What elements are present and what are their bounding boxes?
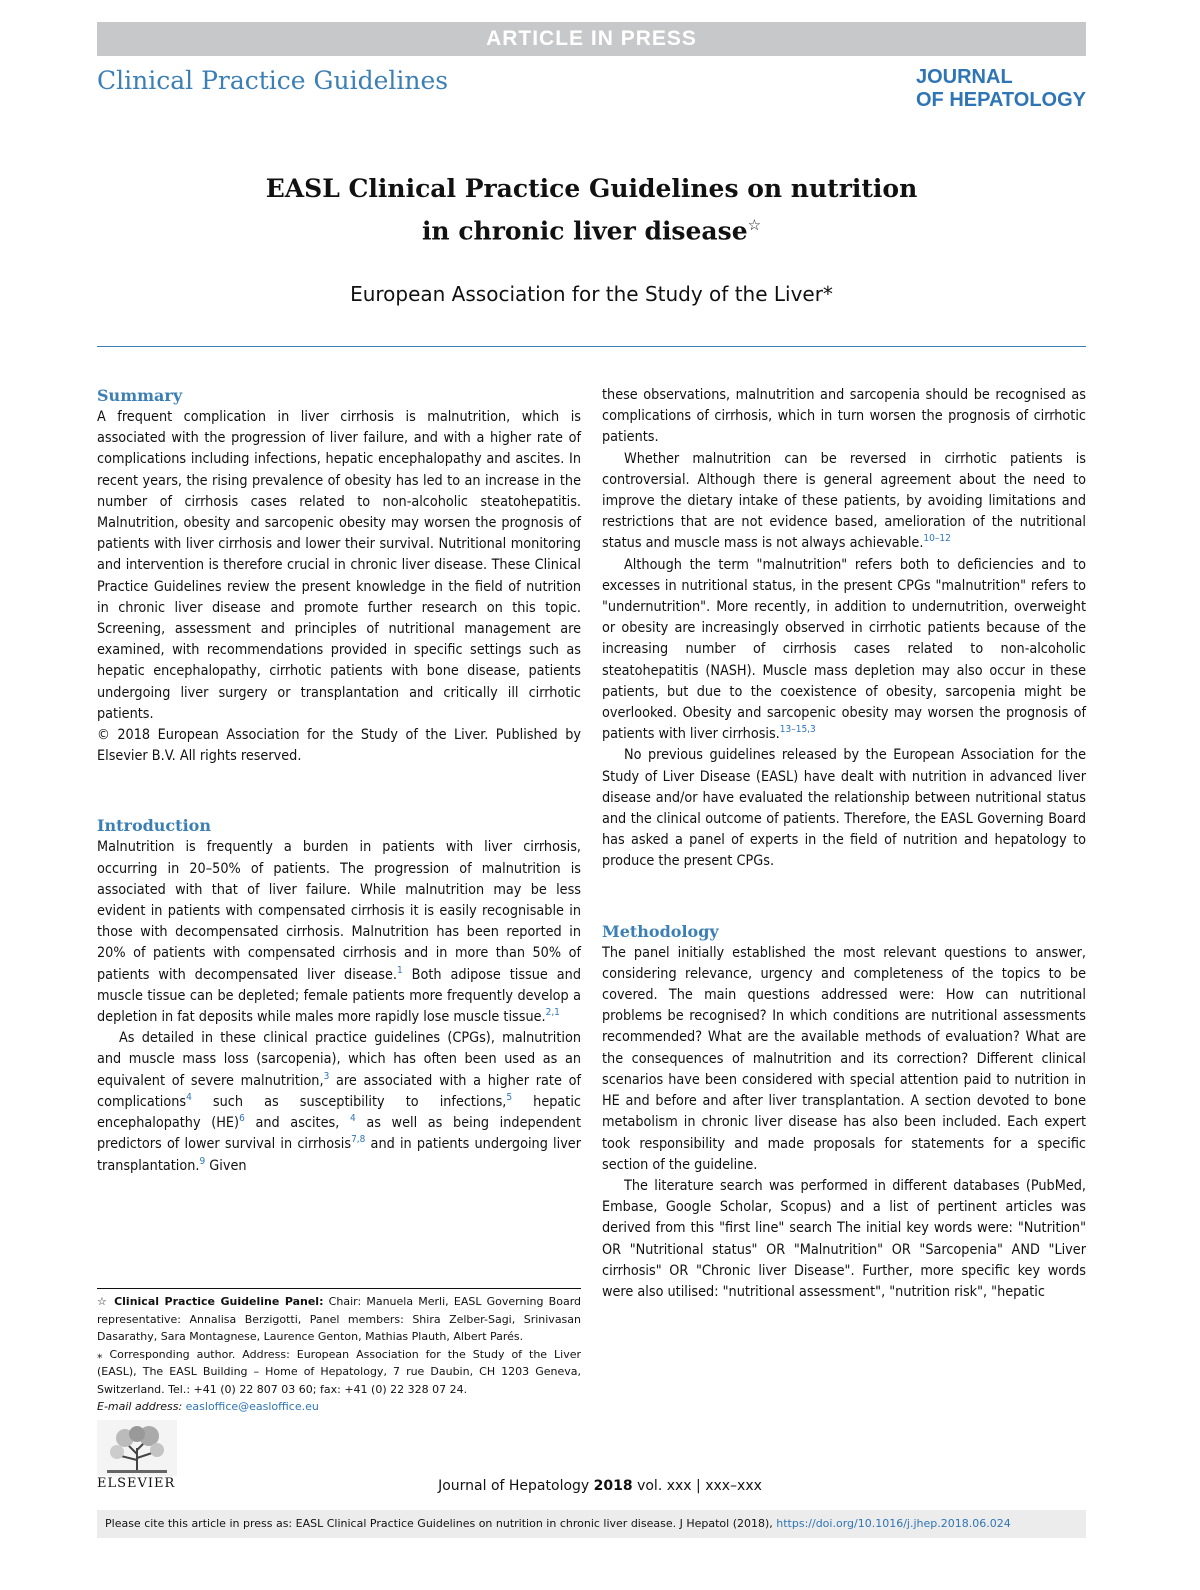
- journal-logo-line1: JOURNAL: [915, 66, 1013, 88]
- reference-link[interactable]: 13–15,3: [779, 724, 816, 736]
- summary-text: A frequent complication in liver cirrhosis is malnutrition, which is associated with the progression of liver failure, and with a higher rate of complications including infections, hepatic encephalopathy and ascites. In recent years, the rising prevalence of obesity has led to an increase in the number of cirrhosis cases related to non-alcoholic steatohepatitis. Malnutrition, obesity and sarcopenic obesity may worsen the prognosis of patients with liver cirrhosis and lower their survival. Nutritional monitoring and intervention is therefore crucial in chronic liver disease. These Clinical Practice Guidelines review the present knowledge in the field of nutrition in chronic liver disease and promote further research on this topic. Screening, assessment and principles of nutritional management are examined, with recommendations provided in specific settings such as hepatic encephalopathy, cirrhotic patients with bone disease, patients undergoing liver surgery or transplantation and critically ill cirrhotic patients.: [97, 409, 581, 722]
- summary-heading: Summary: [97, 386, 183, 405]
- right-column: [602, 385, 1086, 1303]
- reference-link[interactable]: 3: [323, 1070, 330, 1082]
- footnotes: [97, 1288, 581, 1416]
- article-author: European Association for the Study of the Liver*: [350, 282, 833, 306]
- right-p1-text: Whether malnutrition can be reversed in cirrhotic patients is controversial. Although there is general agreement about the need to improve the dietary intake of these patients, by avoiding limitations and restrictions that are not evidence based, amelioration of the nutritional status and muscle mass is not always achievable.: [602, 450, 1086, 552]
- intro-p2-text-c: such as susceptibility to infections,: [191, 1093, 507, 1110]
- footnote-email: [97, 1398, 581, 1416]
- citation-year: 2018: [593, 1478, 633, 1494]
- citation-volume: vol. xxx | xxx–xxx: [637, 1478, 762, 1494]
- methodology-paragraph-2: The literature search was performed in different databases (PubMed, Embase, Google Scholar, Scopus) and a list of pertinent articles was derived from this "first line" search The initial key words were: "Nutrition" OR "Nutritional status" OR "Malnutrition" OR "Sarcopenia" AND "Liver cirrhosis" OR "Chronic liver Disease". Further, more specific key words were also utilised: "nutritional assessment", "nutrition risk", "hepatic: [602, 1177, 1086, 1300]
- reference-link[interactable]: 2,1: [545, 1007, 560, 1019]
- article-title: [97, 170, 1086, 249]
- methodology-paragraph-1: The panel initially established the most relevant questions to answer, considering relevance, urgency and completeness of the topics to be covered. The main questions addressed were: How can nutritional problems be recognised? In which conditions are nutritional assessments recommended? What are the available methods of evaluation? What are the consequences of malnutrition and its correction? Different clinical scenarios have been considered with special attention paid to nutrition in HE and before and after liver transplantation. A section devoted to bone metabolism in chronic liver disease has also been included. Each expert took responsibility and made proposals for statements for a specific section of the guideline.: [602, 944, 1086, 1173]
- title-line-1: EASL Clinical Practice Guidelines on nutrition: [265, 174, 918, 203]
- footnote-panel-text: Chair: Manuela Merli, EASL Governing Board representative: Annalisa Berzigotti, Panel members: Shira Zelber-Sagi, Srinivasan Dasarathy, Sara Montagnese, Laurence Genton, Mathias Plauth, Albert Parés.: [97, 1295, 582, 1343]
- right-p2-text: Although the term "malnutrition" refers both to deficiencies and to excesses in nutritional status, in the present CPGs "malnutrition" refers to "undernutrition". More recently, in addition to undernutrition, overweight or obesity are increasingly observed in cirrhotic patients because of the increasing number of cirrhosis cases related to non-alcoholic steatohepatitis (NASH). Muscle mass depletion may also occur in these patients, but due to the coexistence of obesity, sarcopenia might be overlooked. Obesity and sarcopenic obesity may worsen the prognosis of patients with liver cirrhosis.: [602, 556, 1086, 743]
- cite-this-article-box: [97, 1510, 1086, 1538]
- intro-p2-text-e: and ascites,: [244, 1115, 350, 1132]
- methodology-heading: Methodology: [602, 921, 719, 941]
- doi-link[interactable]: https://doi.org/10.1016/j.jhep.2018.06.024: [776, 1517, 1011, 1530]
- introduction-paragraph-2: [97, 1028, 581, 1176]
- reference-link[interactable]: 4: [186, 1092, 192, 1104]
- cite-text: Please cite this article in press as: EASL Clinical Practice Guidelines on nutrition in chronic liver disease. J Hepatol (2018),: [105, 1517, 777, 1530]
- reference-link[interactable]: 6: [239, 1113, 245, 1125]
- intro-p2-text-h: Given: [205, 1157, 247, 1174]
- footnote-corresponding-author: ⁎ Corresponding author. Address: European Association for the Study of the Liver (EASL), The EASL Building – Home of Hepatology, 7 rue Daubin, CH 1203 Geneva, Switzerland. Tel.: +41 (0) 22 807 03 60; fax: +41 (0) 22 328 07 24.: [97, 1347, 581, 1396]
- reference-link[interactable]: 4: [349, 1113, 356, 1125]
- reference-link[interactable]: 10–12: [923, 533, 951, 545]
- intro-p1-text-b: Both adipose tissue and muscle tissue can be depleted; female patients more frequently develop a depletion in fat deposits while males more rapidly lose muscle tissue.: [97, 966, 581, 1026]
- copyright-text: © 2018 European Association for the Study of the Liver. Published by Elsevier B.V. All rights reserved.: [97, 727, 581, 765]
- intro-p2-text-g: and in patients undergoing liver transplantation.: [97, 1136, 582, 1174]
- section-label: Clinical Practice Guidelines: [97, 66, 449, 95]
- journal-citation: [0, 1478, 1200, 1494]
- article-in-press-banner: ARTICLE IN PRESS: [97, 22, 1086, 56]
- intro-p2-text-a: As detailed in these clinical practice guidelines (CPGs), malnutrition and muscle mass loss (sarcopenia), which has often been used as an equivalent of severe malnutrition,: [97, 1030, 581, 1089]
- publisher-name: ELSEVIER: [97, 1476, 176, 1491]
- citation-journal: Journal of Hepatology: [438, 1478, 590, 1494]
- footnote-panel-label: ☆ Clinical Practice Guideline Panel:: [97, 1295, 324, 1308]
- reference-link[interactable]: 1: [396, 964, 403, 976]
- intro-p2-text-d: hepatic encephalopathy (HE): [97, 1093, 581, 1132]
- right-paragraph-1: [602, 449, 1086, 555]
- reference-link[interactable]: 9: [199, 1155, 206, 1167]
- title-footnote-mark[interactable]: ☆: [747, 216, 762, 234]
- reference-link[interactable]: 7,8: [351, 1134, 366, 1146]
- footnote-panel: [97, 1293, 581, 1346]
- intro-p1-text-a: Malnutrition is frequently a burden in patients with liver cirrhosis, occurring in 20–50% of patients. The progression of malnutrition is associated with that of liver failure. While malnutrition may be less evident in patients with compensated cirrhosis it is easily recognisable in those with decompensated cirrhosis. Malnutrition has been reported in 20% of patients with compensated cirrhosis and in more than 50% of patients with decompensated liver disease.: [97, 839, 581, 983]
- reference-link[interactable]: 5: [506, 1092, 513, 1104]
- intro-p2-text-b: are associated with a higher rate of complications: [97, 1072, 582, 1110]
- title-line-2-text: in chronic liver disease: [421, 216, 748, 246]
- email-link[interactable]: easloffice@easloffice.eu: [185, 1400, 319, 1413]
- introduction-paragraph-1: [97, 837, 581, 1028]
- title-line-2: [97, 207, 1086, 249]
- right-paragraph-0: these observations, malnutrition and sarcopenia should be recognised as complications of cirrhosis, which in turn worsen the prognosis of cirrhotic patients.: [602, 387, 1086, 446]
- journal-logo-line2: OF HEPATOLOGY: [915, 89, 1086, 111]
- introduction-heading: Introduction: [97, 816, 211, 836]
- journal-logo: [916, 66, 1086, 112]
- right-paragraph-3: No previous guidelines released by the European Association for the Study of Liver Disease (EASL) have dealt with nutrition in advanced liver disease and/or have evaluated the relationship between nutritional status and the clinical outcome of patients. Therefore, the EASL Governing Board has asked a panel of experts in the field of nutrition and hepatology to produce the present CPGs.: [602, 747, 1086, 870]
- elsevier-tree-logo: [97, 1420, 177, 1476]
- email-label: E-mail address:: [97, 1400, 183, 1413]
- right-paragraph-2: [602, 555, 1086, 746]
- intro-p2-text-f: as well as being independent predictors of lower survival in cirrhosis: [97, 1115, 581, 1153]
- header-divider: [97, 346, 1086, 347]
- left-column: [97, 385, 581, 1177]
